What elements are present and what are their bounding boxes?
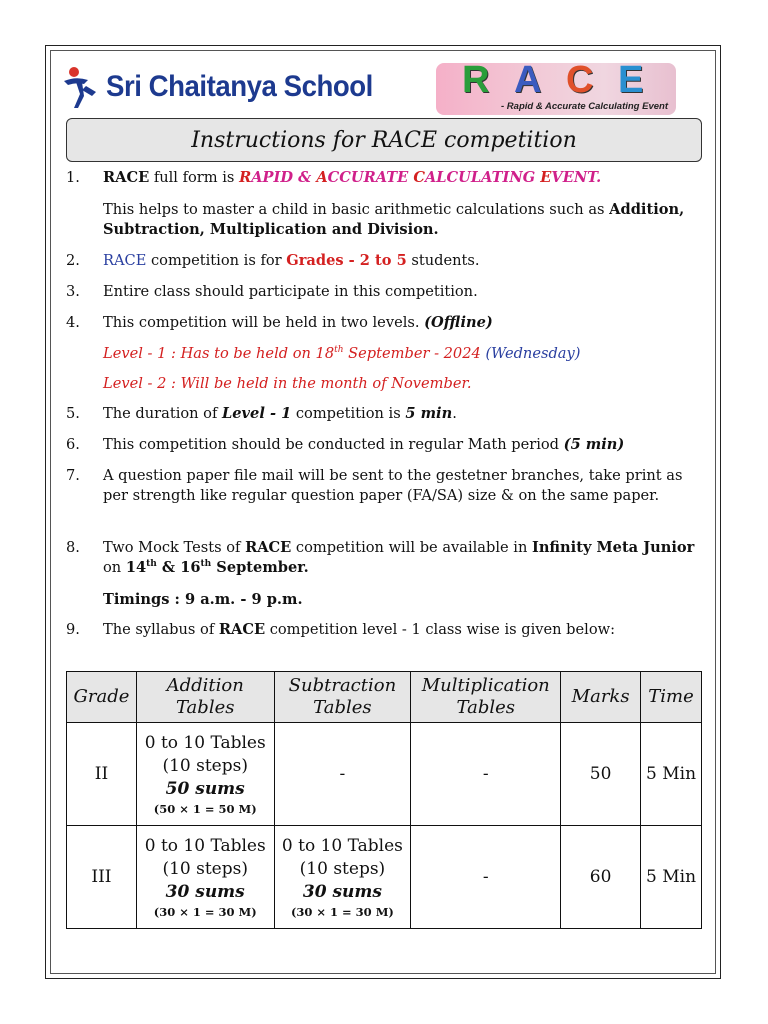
- item-text: [103, 313, 703, 333]
- header-addition: Addition Tables: [136, 672, 274, 723]
- item-text: [103, 168, 703, 188]
- letter-c: C: [413, 169, 425, 186]
- item-number: 4.: [66, 314, 80, 331]
- text-span: &: [156, 559, 181, 576]
- item-number: 8.: [66, 539, 80, 556]
- marks-calc: (30 × 1 = 30 M): [153, 904, 257, 919]
- mock-dates: [126, 559, 309, 576]
- item-text: A question paper file mail will be sent to the gestetner branches, take print as per strength like regular question paper (FA/SA) size & on the same paper.: [103, 467, 683, 504]
- text-span: This competition will be held in two levels.: [103, 314, 425, 331]
- item-number: 5.: [66, 405, 80, 422]
- text-span: September.: [211, 559, 309, 576]
- text-span: APID &: [251, 169, 317, 186]
- level-label: Level - 1: [222, 405, 292, 422]
- text-span: competition will be available in: [291, 539, 532, 556]
- item-text: [103, 404, 703, 424]
- text-span: This competition should be conducted in regular Math period: [103, 436, 564, 453]
- item-text: [103, 251, 703, 271]
- race-letter-r: R: [462, 59, 490, 101]
- header-multiplication: Multiplication Tables: [411, 672, 561, 723]
- superscript: th: [334, 345, 344, 356]
- race-logo: [436, 59, 676, 115]
- item-number: 1.: [66, 169, 80, 186]
- sums-count: 30 sums: [302, 881, 382, 902]
- sums-count: 30 sums: [165, 881, 245, 902]
- cell-subtraction: -: [274, 723, 411, 826]
- cell-multiplication: -: [411, 826, 561, 929]
- text-span: competition is: [291, 405, 406, 422]
- cell-addition: [136, 826, 274, 929]
- superscript: th: [200, 559, 212, 570]
- cell-marks: 50: [561, 723, 641, 826]
- school-logo: [62, 64, 396, 110]
- header-grade: Grade: [67, 672, 137, 723]
- table-range: 0 to 10 Tables: [281, 835, 403, 856]
- race-letter-e: E: [618, 59, 644, 101]
- header-marks: Marks: [561, 672, 641, 723]
- item-text: [103, 620, 703, 640]
- text-span: students.: [406, 252, 480, 269]
- full-form: [239, 169, 601, 186]
- duration: 5 min: [405, 405, 453, 422]
- race-logo-subtitle: - Rapid & Accurate Calculating Event: [501, 101, 668, 112]
- level-2-date: Level - 2 : Will be held in the month of November.: [103, 375, 472, 392]
- table-range: 0 to 10 Tables: [144, 835, 266, 856]
- cell-grade: II: [67, 723, 137, 826]
- cell-grade: III: [67, 826, 137, 929]
- table-steps: (10 steps): [162, 858, 248, 879]
- cell-subtraction: [274, 826, 411, 929]
- item-text: [103, 538, 703, 578]
- offline-note: (Offline): [424, 314, 493, 331]
- table-row: [67, 723, 702, 826]
- item-number: 6.: [66, 436, 80, 453]
- race-letter-c: C: [566, 59, 594, 101]
- page-title: Instructions for RACE competition: [191, 127, 577, 153]
- text-span: .: [452, 405, 457, 422]
- letter-e: E: [540, 169, 552, 186]
- item-text: [103, 435, 703, 455]
- table-header-row: [67, 672, 702, 723]
- race-term: RACE: [103, 252, 147, 269]
- cell-multiplication: -: [411, 723, 561, 826]
- text-span: Two Mock Tests of: [103, 539, 246, 556]
- timings: Timings : 9 a.m. - 9 p.m.: [103, 591, 303, 608]
- page-title-box: [66, 118, 702, 162]
- cell-time: 5 Min: [641, 826, 702, 929]
- race-term: RACE: [245, 539, 292, 556]
- text-span: CCURATE: [327, 169, 414, 186]
- text-span: This helps to master a child in basic arithmetic calculations such as: [103, 201, 610, 218]
- runner-icon: [62, 64, 102, 110]
- grades: Grades - 2 to 5: [286, 252, 407, 269]
- race-term: RACE: [103, 169, 150, 186]
- level-1-date: [103, 344, 703, 364]
- marks-calc: (50 × 1 = 50 M): [153, 801, 257, 816]
- text-span: 14: [125, 559, 147, 576]
- text-span: 16: [180, 559, 201, 576]
- race-letter-a: A: [514, 59, 542, 101]
- letter-a: A: [316, 169, 328, 186]
- text-span: September - 2024: [343, 345, 486, 362]
- text-span: Level - 1 : Has to be held on 18: [103, 345, 335, 362]
- item-text: Entire class should participate in this competition.: [103, 283, 478, 300]
- table-steps: (10 steps): [162, 755, 248, 776]
- race-term: RACE: [218, 621, 266, 638]
- text-span: The duration of: [103, 405, 223, 422]
- text-span: full form is: [149, 169, 240, 186]
- weekday: (Wednesday): [485, 345, 581, 362]
- item-number: 2.: [66, 252, 80, 269]
- syllabus-table: [66, 671, 702, 929]
- school-name: Sri Chaitanya School: [106, 70, 373, 103]
- duration: (5 min): [563, 436, 625, 453]
- platform-name: Infinity Meta Junior: [532, 539, 695, 556]
- text-span: competition is for: [146, 252, 287, 269]
- item-number: 3.: [66, 283, 80, 300]
- item-number: 7.: [66, 467, 80, 484]
- cell-addition: [136, 723, 274, 826]
- table-range: 0 to 10 Tables: [144, 732, 266, 753]
- text-span: VENT.: [551, 169, 602, 186]
- item-number: 9.: [66, 621, 80, 638]
- marks-calc: (30 × 1 = 30 M): [290, 904, 394, 919]
- item-paragraph: [103, 200, 703, 240]
- text-span: The syllabus of: [103, 621, 219, 638]
- table-row: [67, 826, 702, 929]
- superscript: th: [146, 559, 157, 570]
- table-steps: (10 steps): [299, 858, 386, 879]
- text-span: competition level - 1 class wise is given below:: [265, 621, 616, 638]
- text-span: ALCULATING: [424, 169, 541, 186]
- text-span: on: [103, 559, 126, 576]
- header-time: Time: [641, 672, 702, 723]
- header-subtraction: Subtraction Tables: [274, 672, 411, 723]
- cell-time: 5 Min: [641, 723, 702, 826]
- letter-r: R: [239, 169, 252, 186]
- race-logo-letters: [462, 59, 670, 102]
- sums-count: 50 sums: [165, 778, 245, 799]
- cell-marks: 60: [561, 826, 641, 929]
- operations-list: Addition, Subtraction, Multiplication and Division.: [103, 201, 685, 238]
